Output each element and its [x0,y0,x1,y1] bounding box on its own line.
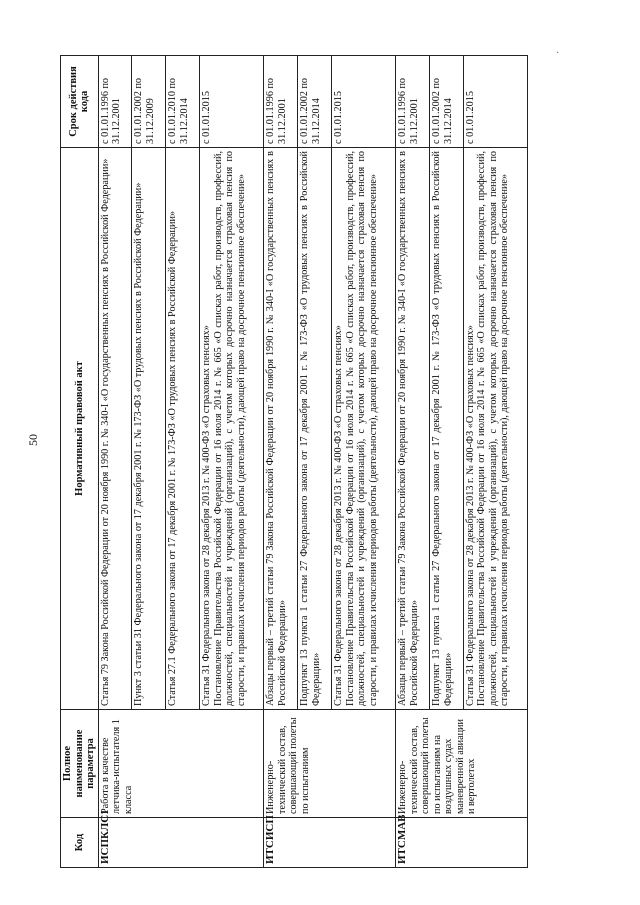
legal-act: Статья 79 Закона Российской Федерации от 20 ноября 1990 г. № 340-I «О государственных пенсиях в Российской Федерации» [98,148,132,710]
param-code: ИСПКЛС1 [98,818,264,868]
legal-act: Подпункт 13 пункта 1 статьи 27 Федерального закона от 17 декабря 2001 г. № 173-ФЗ «О трудовых пенсиях в Российской Федерации» [298,148,332,710]
table-row [396,56,430,868]
scan-dot: · [556,48,560,59]
page-number: 50 [26,434,40,446]
validity-term: с 01.01.2015 [332,56,396,148]
table-body [98,56,528,868]
validity-term: с 01.01.1996 по 31.12.2001 [264,56,298,148]
validity-term: с 01.01.1996 по 31.12.2001 [396,56,430,148]
header-act: Нормативный правовой акт [61,148,99,710]
validity-term: с 01.01.2010 по 31.12.2014 [166,56,200,148]
table-row [98,56,132,868]
legal-act: Абзацы первый – третий статьи 79 Закона Российской Федерации от 20 ноября 1990 г. № 340-I «О государственных пенсиях в Российской Федерации» [396,148,430,710]
legal-act: Абзацы первый – третий статьи 79 Закона Российской Федерации от 20 ноября 1990 г. № 340-I «О государственных пенсиях в Российской Федерации» [264,148,298,710]
legal-act: Пункт 3 статьи 31 Федерального закона от 17 декабря 2001 г. № 173-ФЗ «О трудовых пенсиях в Российской Федерации» [132,148,166,710]
param-name: Инженерно-технический состав, совершающий полеты по испытаниям на воздушных судах маневренной авиации и вертолетах [396,710,528,818]
param-code: ИТСИСП [264,818,396,868]
validity-term: с 01.01.2002 по 31.12.2014 [298,56,332,148]
legal-act: Статья 27.1 Федерального закона от 17 декабря 2001 г. № 173-ФЗ «О трудовых пенсиях в Российской Федерации» [166,148,200,710]
param-name: Инженерно-технический состав, совершающий полеты по испытаниям [264,710,396,818]
legal-act: Статья 31 Федерального закона от 28 декабря 2013 г. № 400-ФЗ «О страховых пенсиях» Постановление Правительства Российской Федерации от 16 июля 2014 г. № 665 «О списках работ, производств, профессий, должностей, специальностей и учреждений (организаций), с учетом которых досрочно назначается страховая пенсия по старости, и правилах исчисления периодов работы (деятельности), дающей право на досрочное пенсионное обеспечение» [200,148,264,710]
header-code: Код [61,818,99,868]
table-row [264,56,298,868]
table-header-row [61,56,99,868]
pension-codes-table [60,55,528,868]
param-name: Работа в качестве летчика-испытателя 1 класса [98,710,264,818]
validity-term: с 01.01.2015 [200,56,264,148]
header-term: Срок действия кода [61,56,99,148]
param-code: ИТСМАВ [396,818,528,868]
header-name: Полное наименование параметра [61,710,99,818]
legal-act: Статья 31 Федерального закона от 28 декабря 2013 г. № 400-ФЗ «О страховых пенсиях» Постановление Правительства Российской Федерации от 16 июля 2014 г. № 665 «О списках работ, производств, профессий, должностей, специальностей и учреждений (организаций), с учетом которых досрочно назначается страховая пенсия по старости, и правилах исчисления периодов работы (деятельности), дающей право на досрочное пенсионное обеспечение» [332,148,396,710]
validity-term: с 01.01.2002 по 31.12.2014 [430,56,464,148]
validity-term: с 01.01.1996 по 31.12.2001 [98,56,132,148]
validity-term: с 01.01.2015 [463,56,527,148]
validity-term: с 01.01.2002 по 31.12.2009 [132,56,166,148]
rotated-table-container [60,56,528,868]
legal-act: Статья 31 Федерального закона от 28 декабря 2013 г. № 400-ФЗ «О страховых пенсиях» Постановление Правительства Российской Федерации от 16 июля 2014 г. № 665 «О списках работ, производств, профессий, должностей, специальностей и учреждений (организаций), с учетом которых досрочно назначается страховая пенсия по старости, и правилах исчисления периодов работы (деятельности), дающей право на досрочное пенсионное обеспечение» [463,148,527,710]
legal-act: Подпункт 13 пункта 1 статьи 27 Федерального закона от 17 декабря 2001 г. № 173-ФЗ «О трудовых пенсиях в Российской Федерации» [430,148,464,710]
